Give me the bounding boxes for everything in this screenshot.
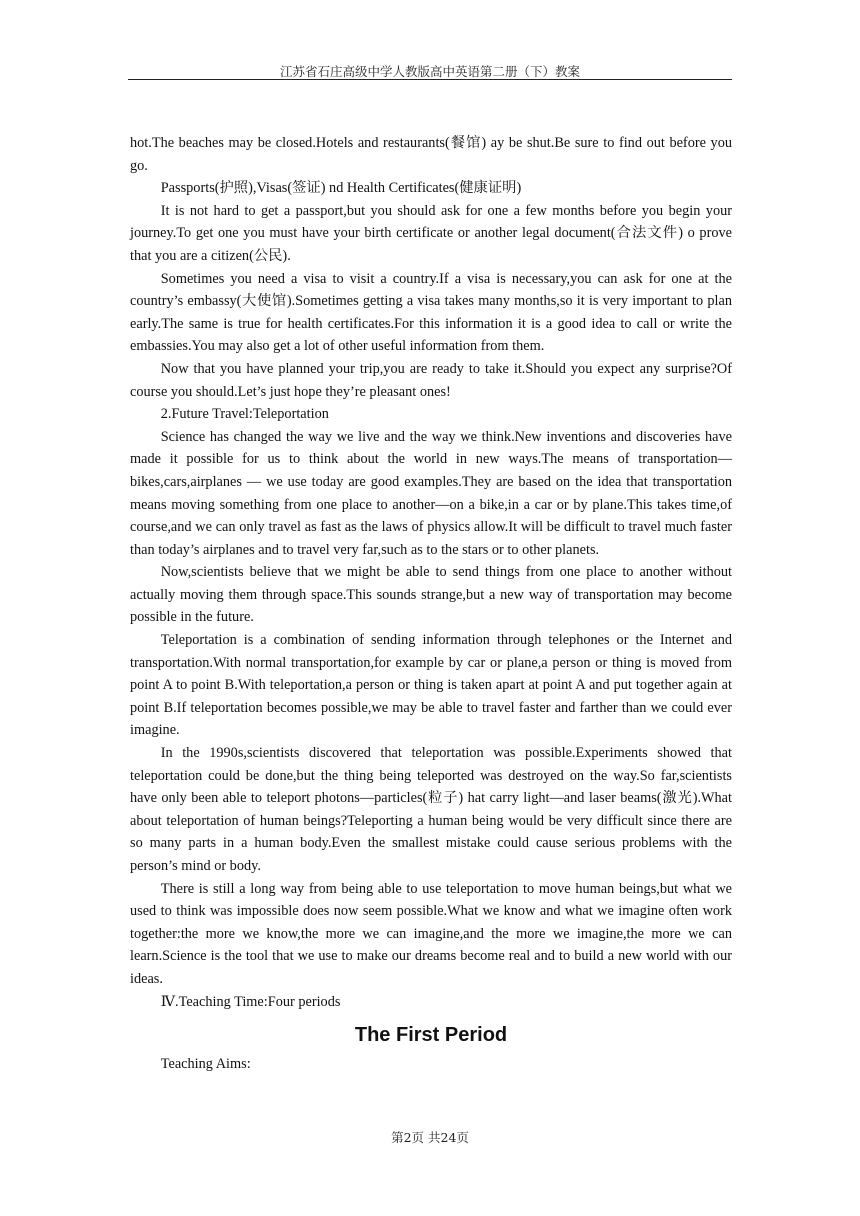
document-body (130, 132, 732, 1076)
paragraph: Science has changed the way we live and the way we think.New inventions and discoveries have made it possible for us to think about the world in new ways.The means of transportation—bikes,cars,airplanes — we use today are good examples.They are based on the idea that transportation means moving something from one place to another—on a bike,in a car or by plane.This takes time,of course,and we can only travel as fast as the laws of physics allow.It will be difficult to travel much faster than today’s airplanes and to travel very far,such as to the stars or to other planets. (130, 428, 732, 558)
page-header: 江苏省石庄高级中学人教版高中英语第二册（下）教案 (279, 64, 580, 79)
paragraph: Now that you have planned your trip,you are ready to take it.Should you expect any surprise?Of course you should.Let’s just hope they’re pleasant ones! (130, 360, 732, 400)
section-heading: The First Period (354, 1024, 508, 1047)
paragraph: Teleportation is a combination of sending information through telephones or the Internet and transportation.With normal transportation,for example by car or plane,a person or thing is moved from point A to point B.With teleportation,a person or thing is taken apart at point A and put together again at point B.If teleportation becomes possible,we may be able to travel faster and farther than we could ever imagine. (130, 632, 732, 739)
subheading-documents: Passports(护照),Visas(签证) nd Health Certificates(健康证明) (160, 180, 522, 197)
paragraph: Sometimes you need a visa to visit a country.If a visa is necessary,you can ask for one at the country’s embassy(大使馆).Sometimes getting a visa takes many months,so it is very important to plan early.The same is true for health certificates.For this information it is a good idea to call or write the embassies.You may also get a lot of other useful information from them. (130, 270, 732, 355)
paragraph: It is not hard to get a passport,but you should ask for one a few months before you begin your journey.To get one you must have your birth certificate or another legal document(合法文件) o prove that you are a citizen(公民). (130, 202, 732, 264)
teaching-aims-label: Teaching Aims: (160, 1056, 251, 1073)
paragraph: hot.The beaches may be closed.Hotels and restaurants(餐馆) ay be shut.Be sure to find out before you go. (130, 135, 732, 174)
paragraph: In the 1990s,scientists discovered that teleportation was possible.Experiments showed that teleportation could be done,but the thing being teleported was destroyed on the way.So far,scientists have only been able to teleport photons—particles(粒子) hat carry light—and laser beams(激光).What about teleportation of human beings?Teleporting a human being would be very difficult since there are so many parts in a human body.Even the smallest mistake could cause serious problems with the person’s mind or body. (130, 745, 732, 874)
paragraph: There is still a long way from being able to use teleportation to move human beings,but what we used to think was impossible does now seem possible.What we know and what we imagine often work together:the more we know,the more we can imagine,and the more we imagine,the more we can learn.Science is the tool that we use to make our dreams become real and to build a new world with our ideas. (130, 880, 732, 987)
page-footer: 第2页 共24页 (391, 1130, 469, 1145)
header-divider (128, 79, 732, 80)
subheading-future-travel: 2.Future Travel:Teleportation (160, 406, 329, 423)
paragraph: Now,scientists believe that we might be able to send things from one place to another without actually moving them through space.This sounds strange,but a new way of transportation may become possible in the future. (130, 564, 732, 626)
teaching-time-line: Ⅳ.Teaching Time:Four periods (160, 993, 341, 1010)
